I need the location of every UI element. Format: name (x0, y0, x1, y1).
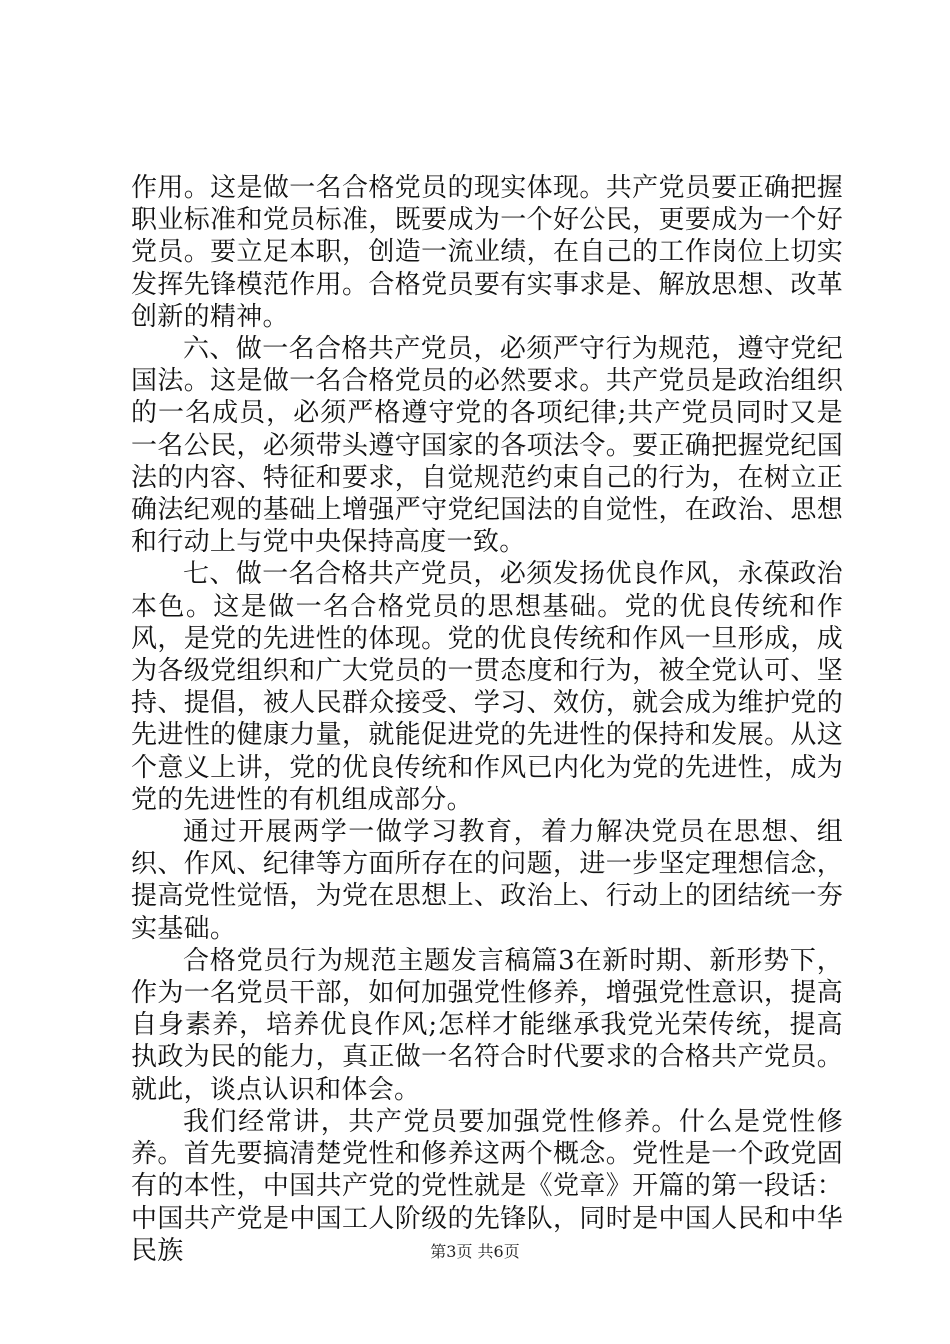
paragraph-6: 我们经常讲，共产党员要加强党性修养。什么是党性修养。首先要搞清楚党性和修养这两个概念。党性是一个政党固有的本性，中国共产党的党性就是《党章》开篇的第一段话：中国共产党是中国工人阶级的先锋队，同时是中国人民和中华民族 (131, 1106, 843, 1266)
document-body (131, 172, 843, 1267)
page-number-footer: 第3页 共6页 (430, 1242, 520, 1261)
paragraph-2: 六、做一名合格共产党员，必须严守行为规范，遵守党纪国法。这是做一名合格党员的必然要求。共产党员是政治组织的一名成员，必须严格遵守党的各项纪律;共产党员同时又是一名公民，必须带头遵守国家的各项法令。要正确把握党纪国法的内容、特征和要求，自觉规范约束自己的行为，在树立正确法纪观的基础上增强严守党纪国法的自觉性，在政治、思想和行动上与党中央保持高度一致。 (131, 334, 843, 558)
paragraph-5: 合格党员行为规范主题发言稿篇3在新时期、新形势下，作为一名党员干部，如何加强党性修养，增强党性意识，提高自身素养，培养优良作风;怎样才能继承我党光荣传统，提高执政为民的能力，真正做一名符合时代要求的合格共产党员。就此，谈点认识和体会。 (131, 945, 843, 1105)
paragraph-4: 通过开展两学一做学习教育，着力解决党员在思想、组织、作风、纪律等方面所存在的问题，进一步坚定理想信念，提高党性觉悟，为党在思想上、政治上、行动上的团结统一夯实基础。 (131, 817, 843, 944)
paragraph-3: 七、做一名合格共产党员，必须发扬优良作风，永葆政治本色。这是做一名合格党员的思想基础。党的优良传统和作风，是党的先进性的体现。党的优良传统和作风一旦形成，成为各级党组织和广大党员的一贯态度和行为，被全党认可、坚持、提倡，被人民群众接受、学习、效仿，就会成为维护党的先进性的健康力量，就能促进党的先进性的保持和发展。从这个意义上讲，党的优良传统和作风已内化为党的先进性，成为党的先进性的有机组成部分。 (131, 559, 843, 815)
paragraph-1: 作用。这是做一名合格党员的现实体现。共产党员要正确把握职业标准和党员标准，既要成为一个好公民，更要成为一个好党员。要立足本职，创造一流业绩，在自己的工作岗位上切实发挥先锋模范作用。合格党员要有实事求是、解放思想、改革创新的精神。 (131, 173, 843, 332)
